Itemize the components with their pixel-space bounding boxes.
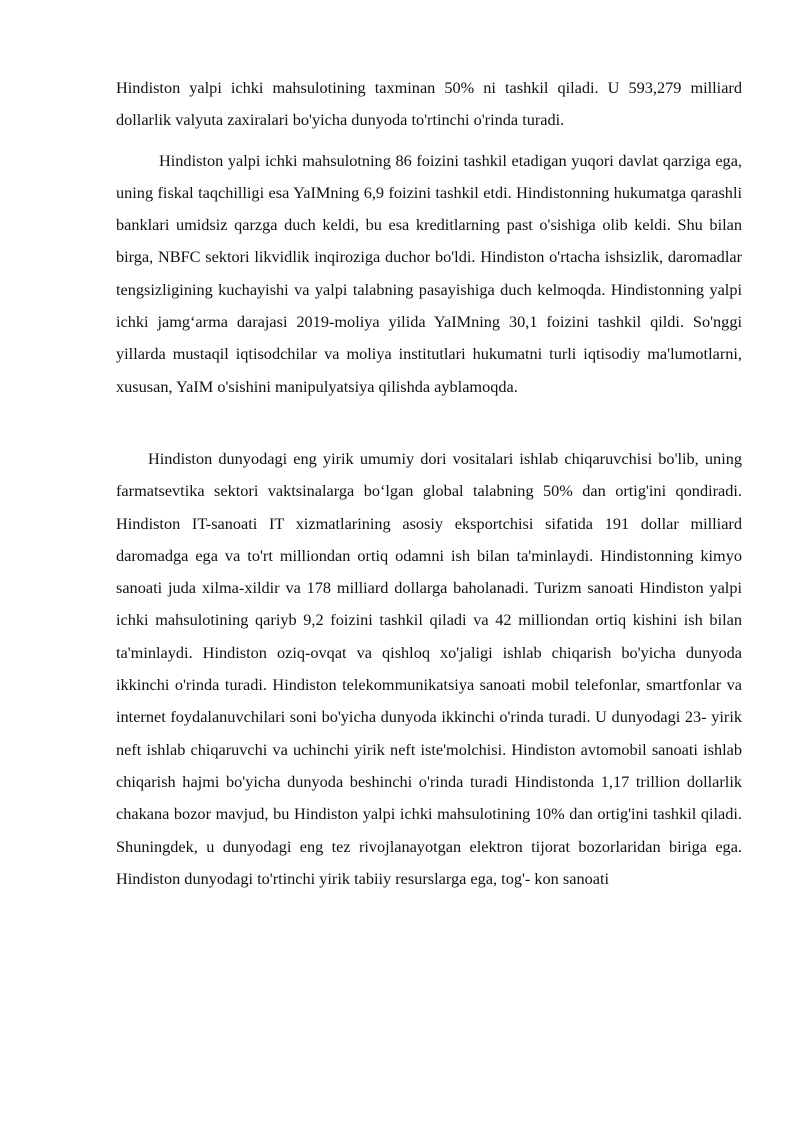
- paragraph-3: Hindiston dunyodagi eng yirik umumiy dori vositalari ishlab chiqaruvchisi bo'lib, uning farmatsevtika sektori vaktsinalarga bo‘lgan global talabning 50% dan ortig'ini qondiradi. Hindiston IT-sanoati IT xizmatlarining asosiy eksportchisi sifatida 191 dollar milliard daromadga ega va to'rt milliondan ortiq odamni ish bilan ta'minlaydi. Hindistonning kimyo sanoati juda xilma-xildir va 178 milliard dollarga baholanadi. Turizm sanoati Hindiston yalpi ichki mahsulotining qariyb 9,2 foizini tashkil qiladi va 42 milliondan ortiq kishini ish bilan ta'minlaydi. Hindiston oziq-ovqat va qishloq xo'jaligi ishlab chiqarish bo'yicha dunyoda ikkinchi o'rinda turadi. Hindiston telekommunikatsiya sanoati mobil telefonlar, smartfonlar va internet foydalanuvchilari soni bo'yicha dunyoda ikkinchi o'rinda turadi. U dunyodagi 23- yirik neft ishlab chiqaruvchi va uchinchi yirik neft iste'molchisi. Hindiston avtomobil sanoati ishlab chiqarish hajmi bo'yicha dunyoda beshinchi o'rinda turadi Hindistonda 1,17 trillion dollarlik chakana bozor mavjud, bu Hindiston yalpi ichki mahsulotining 10% dan ortig'ini tashkil qiladi. Shuningdek, u dunyodagi eng tez rivojlanayotgan elektron tijorat bozorlaridan biriga ega. Hindiston dunyodagi to'rtinchi yirik tabiiy resurslarga ega, tog'- kon sanoati: [116, 448, 742, 888]
- paragraph-1: Hindiston yalpi ichki mahsulotining taxminan 50% ni tashkil qiladi. U 593,279 milliard dollarlik valyuta zaxiralari bo'yicha dunyoda to'rtinchi o'rinda turadi.: [116, 78, 742, 130]
- paragraph-2: Hindiston yalpi ichki mahsulotning 86 foizini tashkil etadigan yuqori davlat qarziga ega, uning fiskal taqchilligi esa YaIMning 6,9 foizini tashkil etdi. Hindistonning hukumatga qarashli banklari umidsiz qarzga duch keldi, bu esa kreditlarning past o'sishiga olib keldi. Shu bilan birga, NBFC sektori likvidlik inqiroziga duchor bo'ldi. Hindiston o'rtacha ishsizlik, daromadlar tengsizligining kuchayishi va yalpi talabning pasayishiga duch kelmoqda. Hindistonning yalpi ichki jamg‘arma darajasi 2019-moliya yilida YaIMning 30,1 foizini tashkil qildi. So'nggi yillarda mustaqil iqtisodchilar va moliya institutlari hukumatni turli iqtisodiy ma'lumotlarni, xususan, YaIM o'sishini manipulyatsiya qilishda ayblamoqda.: [116, 150, 742, 396]
